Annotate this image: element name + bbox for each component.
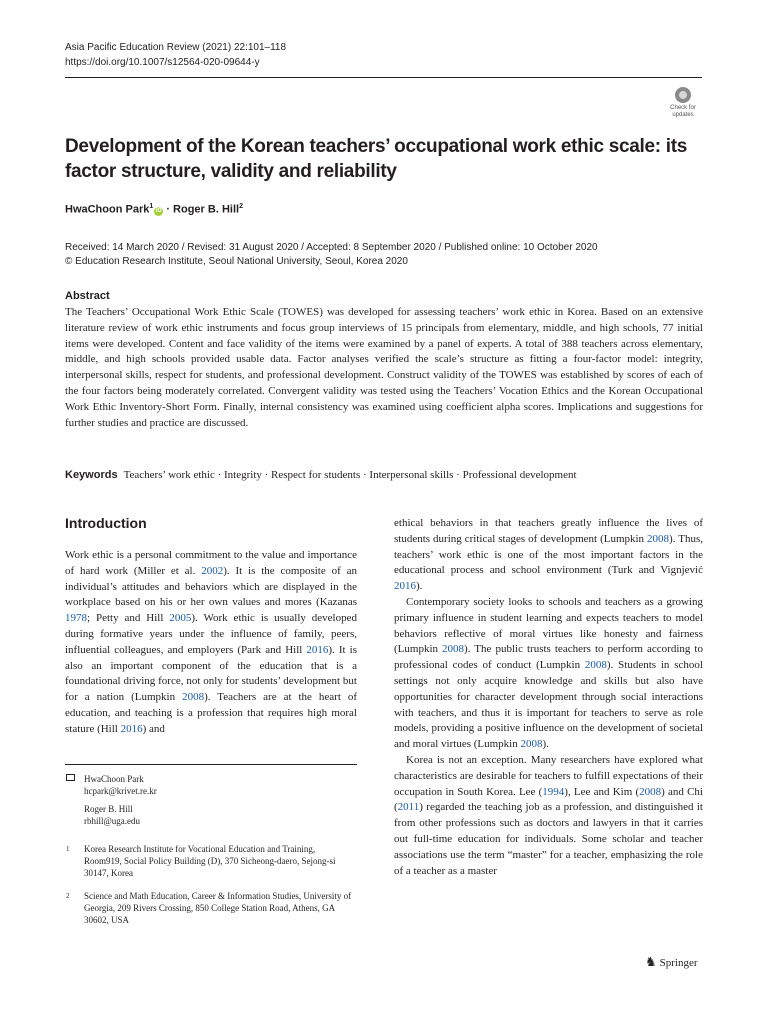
citation-link[interactable]: 2008 — [647, 532, 670, 545]
contact-1-name: HwaChoon Park — [84, 774, 144, 784]
affiliation-1-number: 1 — [66, 845, 70, 853]
citation-link[interactable]: 2002 — [201, 564, 224, 577]
correspondence — [84, 773, 157, 827]
doi-link[interactable]: https://doi.org/10.1007/s12564-020-09644-y — [65, 57, 260, 68]
right-column — [394, 516, 703, 879]
abstract-text: The Teachers’ Occupational Work Ethic Scale (TOWES) was developed for assessing teachers’ work ethic in Korea. Based on an extensive literature review of work ethic instruments and focus group interviews of 15 principals from elementary, middle, and high schools, 77 initial items were developed. Content and face validity of the items were examined by a panel of experts. A total of 388 teachers across elementary, middle, and high schools provided usable data. Factor analyses verified the scale’s structure as fitting a four-factor model: integrity, interpersonal skills, respect for students, and professional development. Construct validity of the TOWES was established by scores of each of the four factors being moderately correlated. Convergent validity was tested using the Teachers’ Vocation Ethics and the Korean Occupational Work Ethic Inventory-Short Form. Finally, internal consistency was examined using coefficient alpha scores. Implications and suggestions for further studies and practice are discussed. — [65, 306, 703, 429]
citation-link[interactable]: 2016 — [120, 722, 143, 735]
citation-link[interactable]: 1978 — [65, 612, 87, 625]
author-separator: · — [163, 203, 174, 216]
article-title: Development of the Korean teachers’ occupational work ethic scale: its factor structure, validity and reliability — [65, 136, 688, 182]
intro-paragraph-1: Work ethic is a personal commitment to the value and importance of hard work (Miller et al. 2002). It is the composite of an individual’s attitudes and behaviors which are displayed in the workplace based on his or her own values and mores (Kazanas 1978; Petty and Hill 2005). Work ethic is usually developed during formative years under the influence of family, peers, influential colleagues, and employers (Park and Hill 2016). It is also an important component of the education that is a foundational driving force, not only for students’ development but for a nation (Lumpkin 2008). Teachers are at the heart of education, and teaching is a profession that requires high moral stature (Hill 2016) and — [65, 549, 358, 735]
contact-2-email[interactable]: rbhill@uga.edu — [84, 816, 141, 826]
affiliation-2-number: 2 — [66, 892, 70, 900]
check-for-updates-badge[interactable] — [663, 85, 703, 123]
badge-text-1: Check for — [670, 105, 696, 111]
springer-horse-icon: ♞ — [645, 954, 657, 969]
publisher-name: Springer — [659, 957, 698, 969]
author-2-name[interactable]: Roger B. Hill — [173, 203, 240, 216]
check-updates-icon — [675, 87, 691, 103]
badge-text-2: updates — [672, 112, 694, 118]
contact-2-name: Roger B. Hill — [84, 804, 133, 814]
copyright-line: © Education Research Institute, Seoul National University, Seoul, Korea 2020 — [65, 256, 408, 267]
header-divider — [65, 77, 702, 78]
citation-link[interactable]: 2016 — [394, 580, 416, 593]
abstract-heading: Abstract — [65, 290, 110, 302]
left-column — [65, 548, 357, 738]
dates-line: Received: 14 March 2020 / Revised: 31 August 2020 / Accepted: 8 September 2020 / Published online: 10 October 2020 — [65, 242, 598, 253]
author-line — [65, 203, 243, 216]
intro-paragraph-2: Contemporary society looks to schools and teachers as a growing primary influence in student learning and expects teachers to model behaviors reflective of moral virtues like honesty and fairness (Lumpkin 2008). The public trusts teachers to perform according to professional codes of conduct (Lumpkin 2008). Students in school settings not only acquire knowledge and skills but also have opportunities for character development through social interactions with teachers, and thus it is important for teachers to serve as role models, providing a positive influence on the development of societal and moral virtues (Lumpkin 2008). — [394, 595, 703, 751]
affiliation-1: Korea Research Institute for Vocational Education and Training, Room919, Social Policy Building (D), 370 Sicheong-daero, Sejong-si 30147, Korea — [84, 844, 336, 878]
citation-link[interactable]: 2005 — [169, 612, 192, 625]
intro-paragraph-1-cont: ethical behaviors in that teachers greatly influence the lives of students during critical stages of development (Lumpkin 2008). Thus, teachers’ work ethic is one of the most important factors in the educational process and school environment (Turk and Vignjević 2016). — [394, 517, 703, 593]
citation-link[interactable]: 2008 — [584, 659, 607, 672]
author-2-affiliation: 2 — [239, 203, 243, 210]
citation-link[interactable]: 2011 — [397, 801, 420, 814]
envelope-icon — [66, 774, 75, 781]
citation-link[interactable]: 2016 — [306, 643, 329, 656]
introduction-heading: Introduction — [65, 515, 147, 531]
citation-link[interactable]: 2008 — [442, 643, 465, 656]
author-1-name[interactable]: HwaChoon Park — [65, 203, 150, 216]
contact-1-email[interactable]: hcpark@krivet.re.kr — [84, 786, 157, 796]
footnote-divider — [65, 764, 357, 765]
affiliation-2: Science and Math Education, Career & Information Studies, University of Georgia, 209 Rivers Crossing, 850 College Station Road, Athens, GA 30602, USA — [84, 891, 352, 925]
citation-link[interactable]: 2008 — [639, 785, 662, 798]
citation-link[interactable]: 1994 — [542, 785, 565, 798]
author-1-affiliation: 1 — [149, 203, 154, 210]
journal-citation: Asia Pacific Education Review (2021) 22:101–118 — [65, 42, 287, 53]
orcid-icon[interactable]: iD — [155, 207, 162, 214]
keywords — [65, 469, 577, 481]
publisher-logo — [645, 954, 698, 970]
publication-history — [65, 241, 598, 269]
keywords-label: Keywords — [65, 469, 118, 481]
citation-link[interactable]: 2008 — [520, 738, 543, 751]
keywords-list: Teachers’ work ethic · Integrity · Respect for students · Interpersonal skills · Professional development — [123, 469, 577, 481]
citation-link[interactable]: 2008 — [182, 691, 205, 704]
intro-paragraph-3: Korea is not an exception. Many researchers have explored what characteristics are desirable for teachers to fulfill expectations of their occupation in South Korea. Lee (1994), Lee and Kim (2008) and Chi (2011) regarded the teaching job as a profession, and distinguished it from other professions such as doctors and lawyers in that it carries out full-time education for individuals. Some scholar and teacher associations use the term “master” for a teacher, emphasizing the role of a teacher as a master — [394, 753, 703, 877]
journal-header — [65, 40, 286, 70]
